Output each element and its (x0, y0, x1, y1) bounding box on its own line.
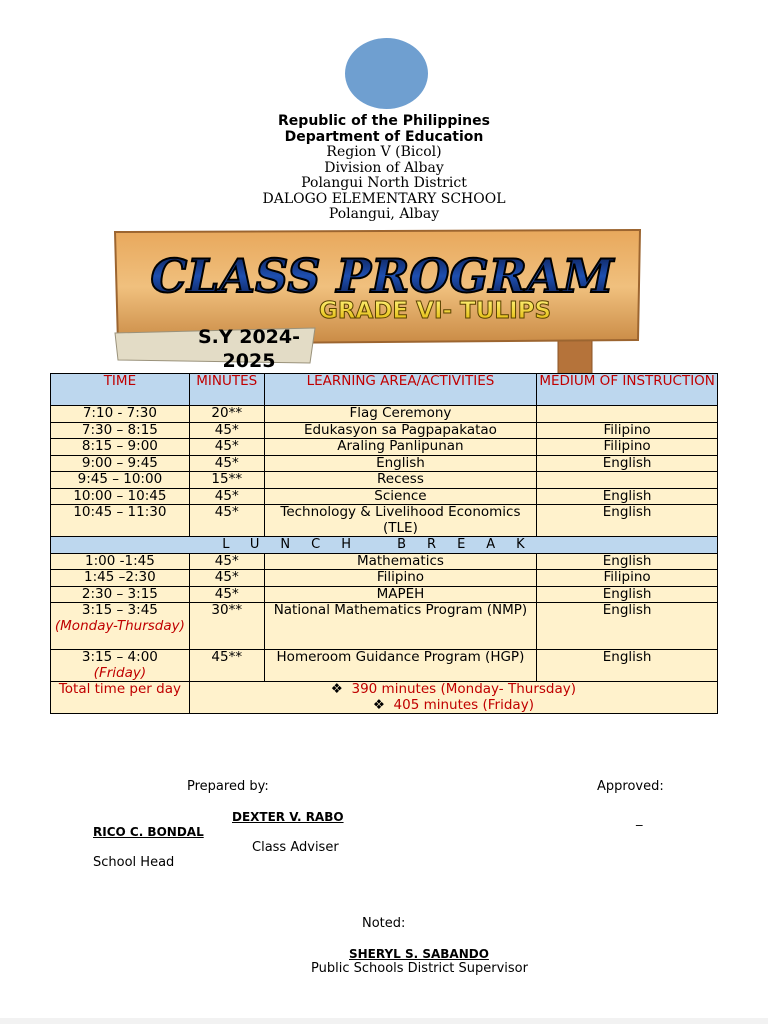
minutes-cell: 45* (189, 439, 264, 456)
adviser-title: Class Adviser (252, 840, 339, 855)
school-line: DALOGO ELEMENTARY SCHOOL (262, 190, 506, 207)
minutes-cell: 20** (189, 406, 264, 423)
medium-cell: Filipino (537, 570, 718, 587)
total-line-2 (192, 698, 715, 714)
district-line: Polangui North District (301, 175, 467, 191)
total-line-1 (192, 682, 715, 698)
total-fri: 405 minutes (Friday) (393, 696, 534, 713)
table-row (51, 422, 718, 439)
col-minutes-header: MINUTES (189, 374, 264, 406)
time-cell: 9:45 – 10:00 (51, 472, 190, 489)
banner-subtitle: GRADE VI- TULIPS (318, 298, 552, 324)
minutes-cell: 45* (189, 488, 264, 505)
class-program-table (50, 373, 718, 714)
day-note: (Monday-Thursday) (54, 617, 185, 634)
area-cell: MAPEH (264, 586, 537, 603)
supervisor-name: SHERYL S. SABANDO (349, 947, 489, 961)
minutes-cell: 45* (189, 422, 264, 439)
time-cell: 10:45 – 11:30 (51, 505, 190, 537)
table-row (51, 586, 718, 603)
school-head-name: RICO C. BONDAL (93, 825, 204, 839)
medium-cell: English (537, 488, 718, 505)
total-row (51, 682, 718, 714)
medium-cell: English (537, 455, 718, 472)
medium-cell: English (537, 650, 718, 682)
diamond-bullet-icon: ❖ (330, 681, 343, 697)
area-cell: Homeroom Guidance Program (HGP) (264, 650, 537, 682)
time-cell: 7:30 – 8:15 (51, 422, 190, 439)
day-note: (Friday) (93, 664, 147, 681)
area-cell: National Mathematics Program (NMP) (264, 603, 537, 650)
area-cell: Filipino (264, 570, 537, 587)
republic-line: Republic of the Philippines (278, 113, 490, 129)
table-row-hgp (51, 650, 718, 682)
minutes-cell: 45* (189, 505, 264, 537)
minutes-cell: 45** (189, 650, 264, 682)
time-cell (51, 650, 190, 682)
total-mon-thu: 390 minutes (Monday- Thursday) (351, 681, 577, 697)
school-year: S.Y 2024-2025 (197, 326, 301, 372)
division-line: Division of Albay (324, 159, 444, 176)
area-cell: Mathematics (264, 553, 537, 570)
sign-post (558, 338, 592, 378)
col-area-header: LEARNING AREA/ACTIVITIES (264, 374, 537, 406)
minutes-cell: 45* (189, 553, 264, 570)
school-head-title: School Head (93, 855, 175, 870)
minutes-cell: 15** (189, 472, 264, 489)
time-cell (51, 603, 190, 650)
approved-label: Approved: (597, 779, 664, 794)
area-cell: Science (264, 488, 537, 505)
time-cell: 2:30 – 3:15 (51, 586, 190, 603)
time-cell: 10:00 – 10:45 (51, 488, 190, 505)
medium-cell: English (537, 553, 718, 570)
area-cell: Flag Ceremony (264, 406, 537, 423)
address-line: Polangui, Albay (328, 206, 440, 222)
minutes-cell: 45* (189, 455, 264, 472)
table-row (51, 505, 718, 537)
time-value: 3:15 – 3:45 (81, 602, 158, 618)
banner-title: CLASS PROGRAM (150, 249, 614, 303)
total-label: Total time per day (51, 682, 190, 714)
region-line: Region V (Bicol) (326, 144, 442, 160)
medium-cell: Filipino (537, 439, 718, 456)
time-cell: 7:10 - 7:30 (51, 406, 190, 423)
approved-signature-line: _ (636, 812, 643, 827)
time-cell: 8:15 – 9:00 (51, 439, 190, 456)
area-cell: English (264, 455, 537, 472)
table-row (51, 472, 718, 489)
adviser-name: DEXTER V. RABO (232, 810, 344, 824)
department-line: Department of Education (284, 128, 484, 145)
supervisor-title: Public Schools District Supervisor (311, 961, 528, 976)
medium-cell (537, 406, 718, 423)
table-row-nmp (51, 603, 718, 650)
time-cell: 1:00 -1:45 (51, 553, 190, 570)
area-cell: Araling Panlipunan (264, 439, 537, 456)
minutes-cell: 30** (189, 603, 264, 650)
minutes-cell: 45* (189, 586, 264, 603)
medium-cell: Filipino (537, 422, 718, 439)
col-medium-header: MEDIUM OF INSTRUCTION (537, 374, 718, 406)
col-time-header: TIME (51, 374, 190, 406)
lunch-break-cell: LUNCH BREAK (51, 537, 718, 554)
medium-cell: English (537, 586, 718, 603)
noted-label: Noted: (362, 916, 406, 931)
table-row (51, 488, 718, 505)
time-value: 3:15 – 4:00 (81, 649, 158, 665)
deped-seal (345, 38, 428, 109)
table-row (51, 439, 718, 456)
area-cell: Edukasyon sa Pagpapakatao (264, 422, 537, 439)
page-bottom-edge (0, 1018, 768, 1024)
prepared-label: Prepared by: (187, 779, 269, 794)
total-values (189, 682, 717, 714)
medium-cell: English (537, 603, 718, 650)
medium-cell: English (537, 505, 718, 537)
time-cell: 1:45 –2:30 (51, 570, 190, 587)
table-row (51, 455, 718, 472)
minutes-cell: 45* (189, 570, 264, 587)
letterhead (0, 114, 768, 223)
table-row (51, 570, 718, 587)
medium-cell (537, 472, 718, 489)
table-row (51, 553, 718, 570)
lunch-break-row (51, 537, 718, 554)
time-cell: 9:00 – 9:45 (51, 455, 190, 472)
diamond-bullet-icon: ❖ (372, 696, 385, 713)
area-cell: Technology & Livelihood Economics (TLE) (264, 505, 537, 537)
table-row (51, 406, 718, 423)
table-header-row (51, 374, 718, 406)
area-cell: Recess (264, 472, 537, 489)
